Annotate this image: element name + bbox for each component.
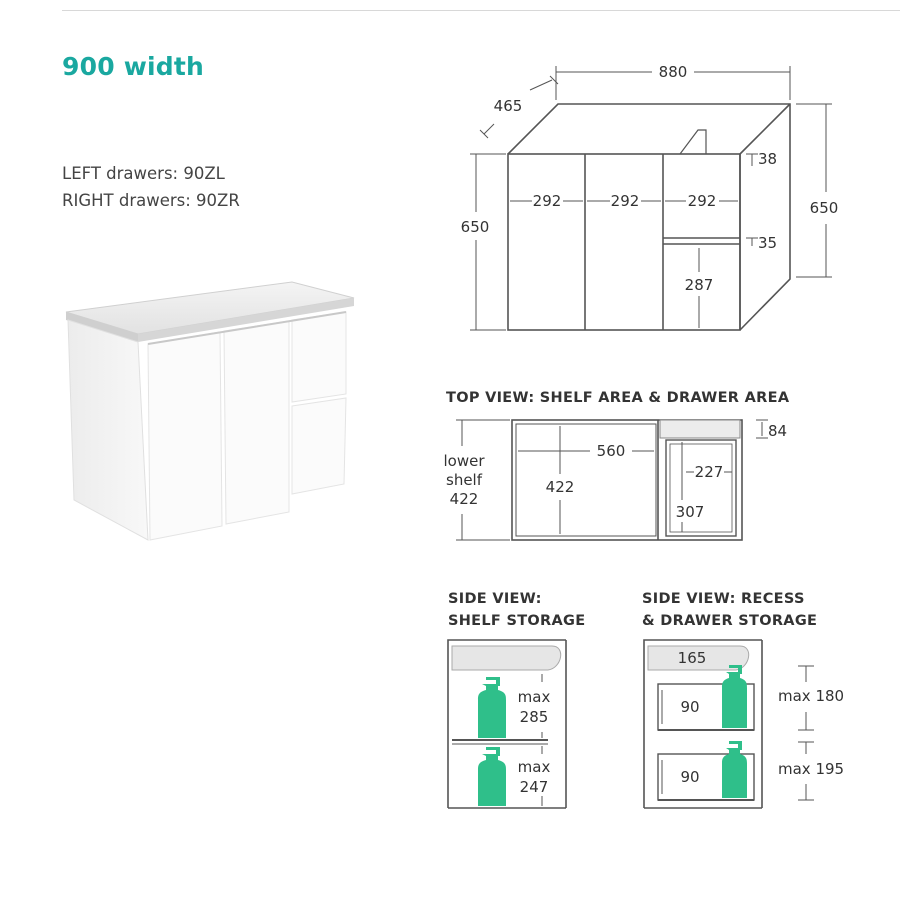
lower-shelf-value: 422 bbox=[449, 490, 479, 508]
bottle-icon bbox=[478, 677, 506, 738]
recess-storage-bottles bbox=[722, 665, 747, 798]
lower-drawer-label: 287 bbox=[684, 276, 714, 294]
drawer-gap-label: 35 bbox=[758, 234, 778, 252]
top-view-heading: TOP VIEW: SHELF AREA & DRAWER AREA bbox=[446, 390, 790, 406]
bottle-icon bbox=[722, 741, 747, 798]
shelf-depth-label: 422 bbox=[545, 478, 575, 496]
recess-storage-heading-line2: & DRAWER STORAGE bbox=[642, 613, 818, 629]
lower-max-value: 247 bbox=[519, 778, 549, 796]
recess-label: 165 bbox=[677, 649, 707, 667]
bottle-icon bbox=[722, 665, 747, 728]
lower-shelf-text: shelf bbox=[446, 471, 482, 489]
door-width-label: 292 bbox=[532, 192, 562, 210]
recess-storage-heading-line1: SIDE VIEW: RECESS bbox=[642, 591, 805, 607]
shelf-storage-heading-line2: SHELF STORAGE bbox=[448, 613, 586, 629]
shelf-storage-labels bbox=[518, 688, 551, 796]
height-right-label: 650 bbox=[809, 199, 839, 217]
drawer2-inner-label: 90 bbox=[680, 768, 700, 786]
left-drawers-code: LEFT drawers: 90ZL bbox=[62, 164, 225, 183]
shelf-width-label: 560 bbox=[596, 442, 626, 460]
front-dimension-drawing bbox=[508, 104, 790, 330]
shelf-storage-heading-line1: SIDE VIEW: bbox=[448, 591, 542, 607]
lower-shelf-text: lower bbox=[443, 452, 485, 470]
right-drawers-code: RIGHT drawers: 90ZR bbox=[62, 191, 240, 210]
top-drawer-label: 38 bbox=[758, 150, 778, 168]
drawer-depth-label: 307 bbox=[675, 503, 705, 521]
bottle-icon bbox=[478, 747, 506, 806]
vanity-product-image bbox=[66, 282, 354, 540]
upper-max-value: 285 bbox=[519, 708, 549, 726]
height-left-label: 650 bbox=[460, 218, 490, 236]
depth-label: 465 bbox=[493, 97, 523, 115]
page-title: 900 width bbox=[62, 52, 204, 81]
door-width-label: 292 bbox=[610, 192, 640, 210]
upper-max-text: max bbox=[517, 688, 551, 706]
lower-max-text: max bbox=[517, 758, 551, 776]
drawer-width-label: 227 bbox=[694, 463, 724, 481]
width-label: 880 bbox=[658, 63, 688, 81]
shelf-storage-bottles bbox=[478, 677, 506, 806]
drawer-top-label: 84 bbox=[768, 422, 788, 440]
door-width-label: 292 bbox=[687, 192, 717, 210]
max-lower-label: max 195 bbox=[778, 760, 845, 778]
drawer1-inner-label: 90 bbox=[680, 698, 700, 716]
max-upper-label: max 180 bbox=[778, 687, 845, 705]
